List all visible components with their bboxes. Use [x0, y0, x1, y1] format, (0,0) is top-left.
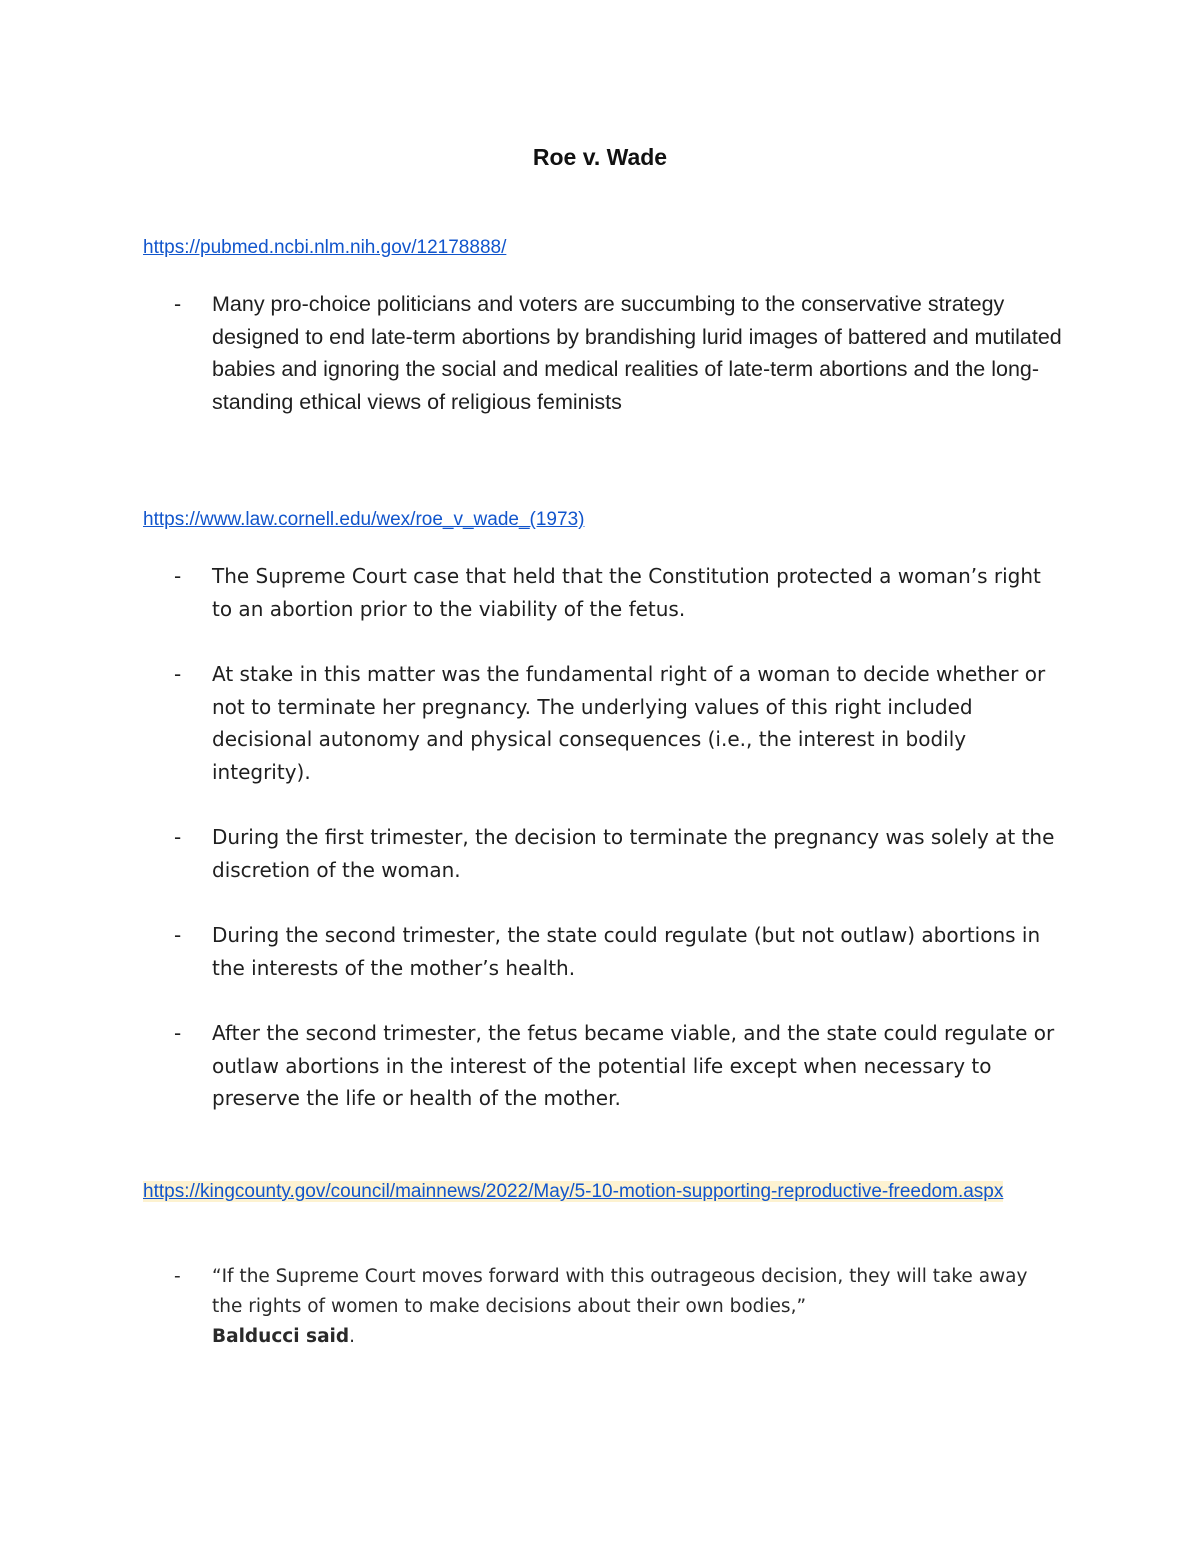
quote-attribution: Balducci said — [212, 1326, 350, 1347]
list-item — [172, 1017, 1062, 1115]
bullet-marker: - — [174, 662, 182, 686]
bullet-marker: - — [174, 923, 182, 947]
source-notes-pubmed — [172, 288, 1062, 418]
list-item — [172, 919, 1062, 984]
page-title: Roe v. Wade — [532, 144, 668, 170]
note-text: The Supreme Court case that held that the Constitution protected a woman’s right to an abortion prior to the viability of the fetus. — [212, 564, 1041, 621]
note-text: During the second trimester, the state could regulate (but not outlaw) abortions in the interests of the mother’s health. — [212, 923, 1041, 980]
source-link-kingcounty[interactable] — [143, 1178, 1053, 1206]
attribution-end: . — [349, 1326, 356, 1347]
bullet-marker: - — [174, 1021, 182, 1045]
list-item — [172, 288, 1062, 418]
note-text: At stake in this matter was the fundamental right of a woman to decide whether or not to terminate her pregnancy. The underlying values of this right included decisional autonomy and physical consequences (i.e., the interest in bodily integrity). — [212, 662, 1046, 784]
note-text: During the first trimester, the decision to terminate the pregnancy was solely at the discretion of the woman. — [212, 825, 1055, 882]
source-notes-cornell — [172, 560, 1062, 1115]
list-item — [172, 821, 1062, 886]
quote-text: “If the Supreme Court moves forward with this outrageous decision, they will take away the rights of women to make decisions about their own bodies,” — [212, 1266, 1028, 1317]
note-text: Many pro-choice politicians and voters are succumbing to the conservative strategy designed to end late-term abortions by brandishing lurid images of battered and mutilated babies and ignoring the social and medical realities of late-term abortions and the long-standing ethical views of religious feminists — [212, 292, 1062, 414]
bullet-marker: - — [174, 292, 182, 316]
bullet-marker: - — [174, 825, 182, 849]
source-link-pubmed[interactable]: https://pubmed.ncbi.nlm.nih.gov/12178888/ — [143, 237, 507, 258]
source-notes-kingcounty — [172, 1262, 1062, 1352]
source-link-cornell[interactable]: https://www.law.cornell.edu/wex/roe_v_wade_(1973) — [143, 509, 585, 530]
list-item — [172, 1262, 1062, 1352]
list-item — [172, 560, 1062, 625]
link-text: https://kingcounty.gov/council/mainnews/2022/May/5-10-motion-supporting-reproductive-freedom.aspx — [143, 1181, 1004, 1202]
note-text: After the second trimester, the fetus became viable, and the state could regulate or outlaw abortions in the interest of the potential life except when necessary to preserve the life or health of the mother. — [212, 1021, 1055, 1110]
bullet-marker: - — [174, 564, 182, 588]
bullet-marker: - — [174, 1266, 181, 1287]
list-item — [172, 658, 1062, 788]
